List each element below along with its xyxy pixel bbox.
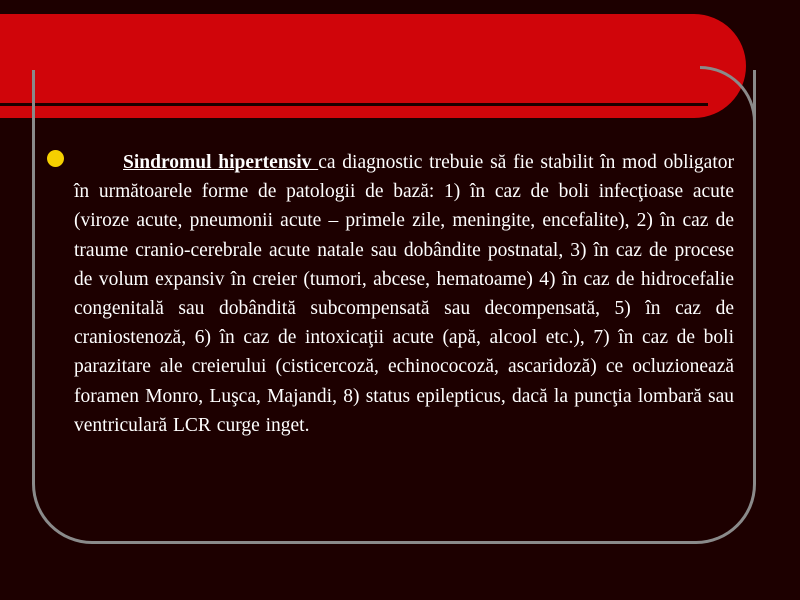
bullet-dot-icon	[47, 150, 64, 167]
first-line-indent	[74, 152, 123, 173]
body-paragraph: ca diagnostic trebuie să fie stabilit în mod obligator în următoarele forme de patologii de bază: 1) în caz de boli infecţioase acute (viroze acute, pneumonii acute – primele zile, meningite, encefalite), 2) în caz de traume cranio-cerebrale acute natale sau dobândite postnatal, 3) în caz de procese de volum expansiv în creier (tumori, abcese, hematoame) 4) în caz de hidrocefalie congenitală sau dobândită subcompensată sau decompensată, 5) în caz de craniostenoză, 6) în caz de intoxicaţii acute (apă, alcool etc.), 7) în caz de boli parazitare ale creierului (cisticercoză, echinococoză, ascaridoză) ce ocluzionează foramen Monro, Luşca, Majandi, 8) status epilepticus, dacă la puncţia lombară sau ventriculară LCR curge inget.	[74, 152, 734, 436]
slide-body-text	[74, 148, 734, 440]
lead-term: Sindromul hipertensiv	[123, 152, 319, 173]
